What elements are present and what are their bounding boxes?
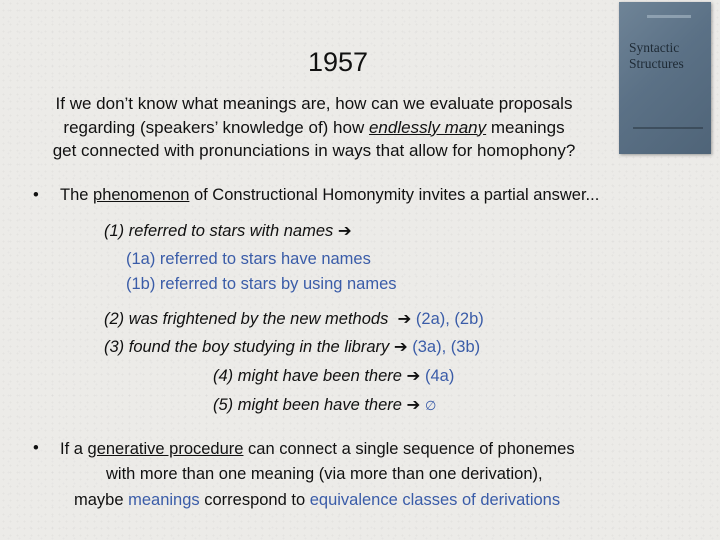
- bullet-2-line-3: [74, 491, 560, 510]
- bullet-2-post: can connect a single sequence of phonemes: [243, 440, 575, 458]
- book-title: [629, 40, 684, 72]
- bullet-2-pre: If a: [60, 440, 88, 458]
- question-line-2: [14, 116, 614, 140]
- arrow-icon: ➔: [406, 367, 421, 385]
- example-1-text: (1) referred to stars with names: [104, 222, 334, 240]
- phenomenon-underlined: phenomenon: [93, 186, 190, 204]
- example-4-text: (4) might have been there: [213, 367, 402, 385]
- bullet-1-post: of Constructional Homonymity invites a partial answer...: [189, 186, 600, 204]
- arrow-icon: ➔: [393, 338, 408, 356]
- bullet-2-symbol: •: [33, 439, 39, 457]
- question-line-2-post: meanings: [486, 117, 565, 137]
- bullet-1-symbol: •: [33, 186, 39, 204]
- arrow-icon: ➔: [397, 310, 412, 328]
- book-author-line: [647, 15, 691, 18]
- example-4-answer: (4a): [424, 367, 455, 385]
- arrow-icon: ➔: [337, 222, 352, 240]
- example-2-text: (2) was frightened by the new methods: [104, 310, 389, 328]
- example-5: [213, 395, 436, 415]
- example-3-text: (3) found the boy studying in the library: [104, 338, 390, 356]
- syntactic-structures-book-cover: [619, 2, 711, 154]
- meanings-highlight: meanings: [128, 491, 200, 509]
- bullet-1-pre: The: [60, 186, 94, 204]
- example-5-text: (5) might been have there: [213, 396, 402, 414]
- example-5-answer: ∅: [424, 398, 437, 413]
- generative-procedure-underlined: generative procedure: [87, 440, 244, 458]
- example-3: [104, 337, 480, 357]
- bullet-2-line-3-mid: correspond to: [199, 491, 310, 509]
- book-title-line-2: Structures: [629, 56, 684, 71]
- book-title-line-1: Syntactic: [629, 40, 680, 55]
- endlessly-many-emphasis: endlessly many: [368, 117, 487, 137]
- question-line-2-pre: regarding (speakers’ knowledge of) how: [63, 117, 369, 137]
- example-3-answer: (3a), (3b): [412, 338, 481, 356]
- question-line-3: get connected with pronunciations in ways that allow for homophony?: [52, 141, 576, 160]
- example-1: [104, 221, 352, 241]
- example-2-answer: (2a), (2b): [415, 310, 484, 328]
- bullet-2-line-3-pre: maybe: [74, 491, 129, 509]
- book-publisher-line: [633, 127, 703, 129]
- example-1b: (1b) referred to stars by using names: [126, 275, 397, 293]
- bullet-2-line-2: with more than one meaning (via more than one derivation),: [106, 465, 543, 483]
- framing-question: [14, 92, 614, 163]
- bullet-2-line-1: [60, 440, 575, 459]
- equivalence-classes-highlight: equivalence classes of derivations: [309, 491, 561, 509]
- bullet-1-text: [60, 186, 599, 205]
- example-4: [213, 366, 454, 386]
- arrow-icon: ➔: [406, 396, 421, 414]
- example-2: [104, 309, 484, 329]
- question-line-1: If we don’t know what meanings are, how can we evaluate proposals: [55, 94, 573, 113]
- example-1a: (1a) referred to stars have names: [126, 250, 371, 268]
- slide-title: 1957: [308, 47, 369, 77]
